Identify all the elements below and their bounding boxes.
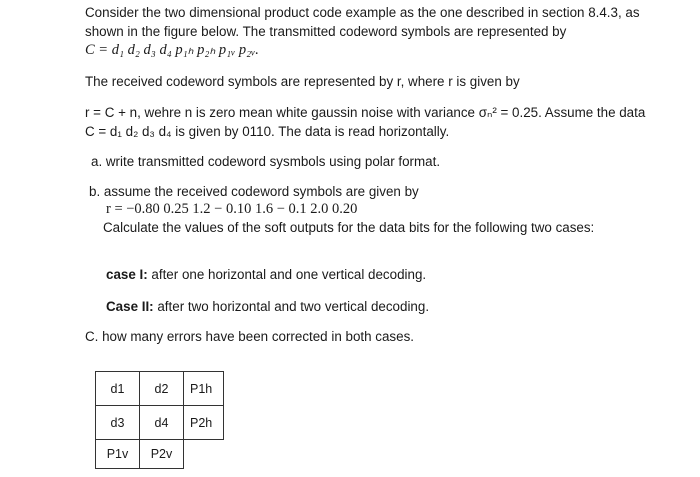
intro-line-1: Consider the two dimensional product code example as the one described in section 8.4.3, as bbox=[85, 5, 640, 20]
intro-line-2: shown in the figure below. The transmitted codeword symbols are represented by bbox=[85, 24, 567, 39]
codeword-definition: C = d₁ d₂ d₃ d₄ p₁ₕ p₂ₕ p₁ᵥ p₂ᵥ. bbox=[85, 42, 259, 58]
received-line-1: The received codeword symbols are represented by r, where r is given by bbox=[85, 74, 520, 89]
part-b-line-3: Calculate the values of the soft outputs for the data bits for the following two cases: bbox=[103, 220, 595, 235]
part-a: a. write transmitted codeword sysmbols using polar format. bbox=[91, 154, 441, 169]
part-b-line-1: b. assume the received codeword symbols are given by bbox=[89, 184, 419, 199]
case-1 bbox=[106, 266, 426, 283]
part-c: C. how many errors have been corrected in both cases. bbox=[85, 329, 414, 344]
cell-d2: d2 bbox=[140, 372, 184, 406]
case-2-text: after two horizontal and two vertical decoding. bbox=[153, 299, 430, 314]
received-line-3: C = d₁ d₂ d₃ d₄ is given by 0110. The data is read horizontally. bbox=[85, 124, 450, 139]
cell-p1v: P1v bbox=[96, 440, 140, 469]
cell-d1: d1 bbox=[96, 372, 140, 406]
cell-d3: d3 bbox=[96, 406, 140, 440]
cell-p1h: P1h bbox=[184, 372, 224, 406]
empty-corner bbox=[184, 440, 224, 469]
case-2 bbox=[106, 298, 429, 315]
received-line-2: r = C + n, wehre n is zero mean white gaussin noise with variance σₙ² = 0.25. Assume the data bbox=[85, 105, 646, 120]
cell-d4: d4 bbox=[140, 406, 184, 440]
case-1-label: case I: bbox=[106, 267, 148, 282]
cell-p2v: P2v bbox=[140, 440, 184, 469]
received-values: r = −0.80 0.25 1.2 − 0.10 1.6 − 0.1 2.0 0.20 bbox=[106, 201, 358, 217]
case-2-label: Case II: bbox=[106, 299, 154, 314]
cell-p2h: P2h bbox=[184, 406, 224, 440]
product-code-figure bbox=[95, 371, 224, 469]
case-1-text: after one horizontal and one vertical decoding. bbox=[147, 267, 427, 282]
